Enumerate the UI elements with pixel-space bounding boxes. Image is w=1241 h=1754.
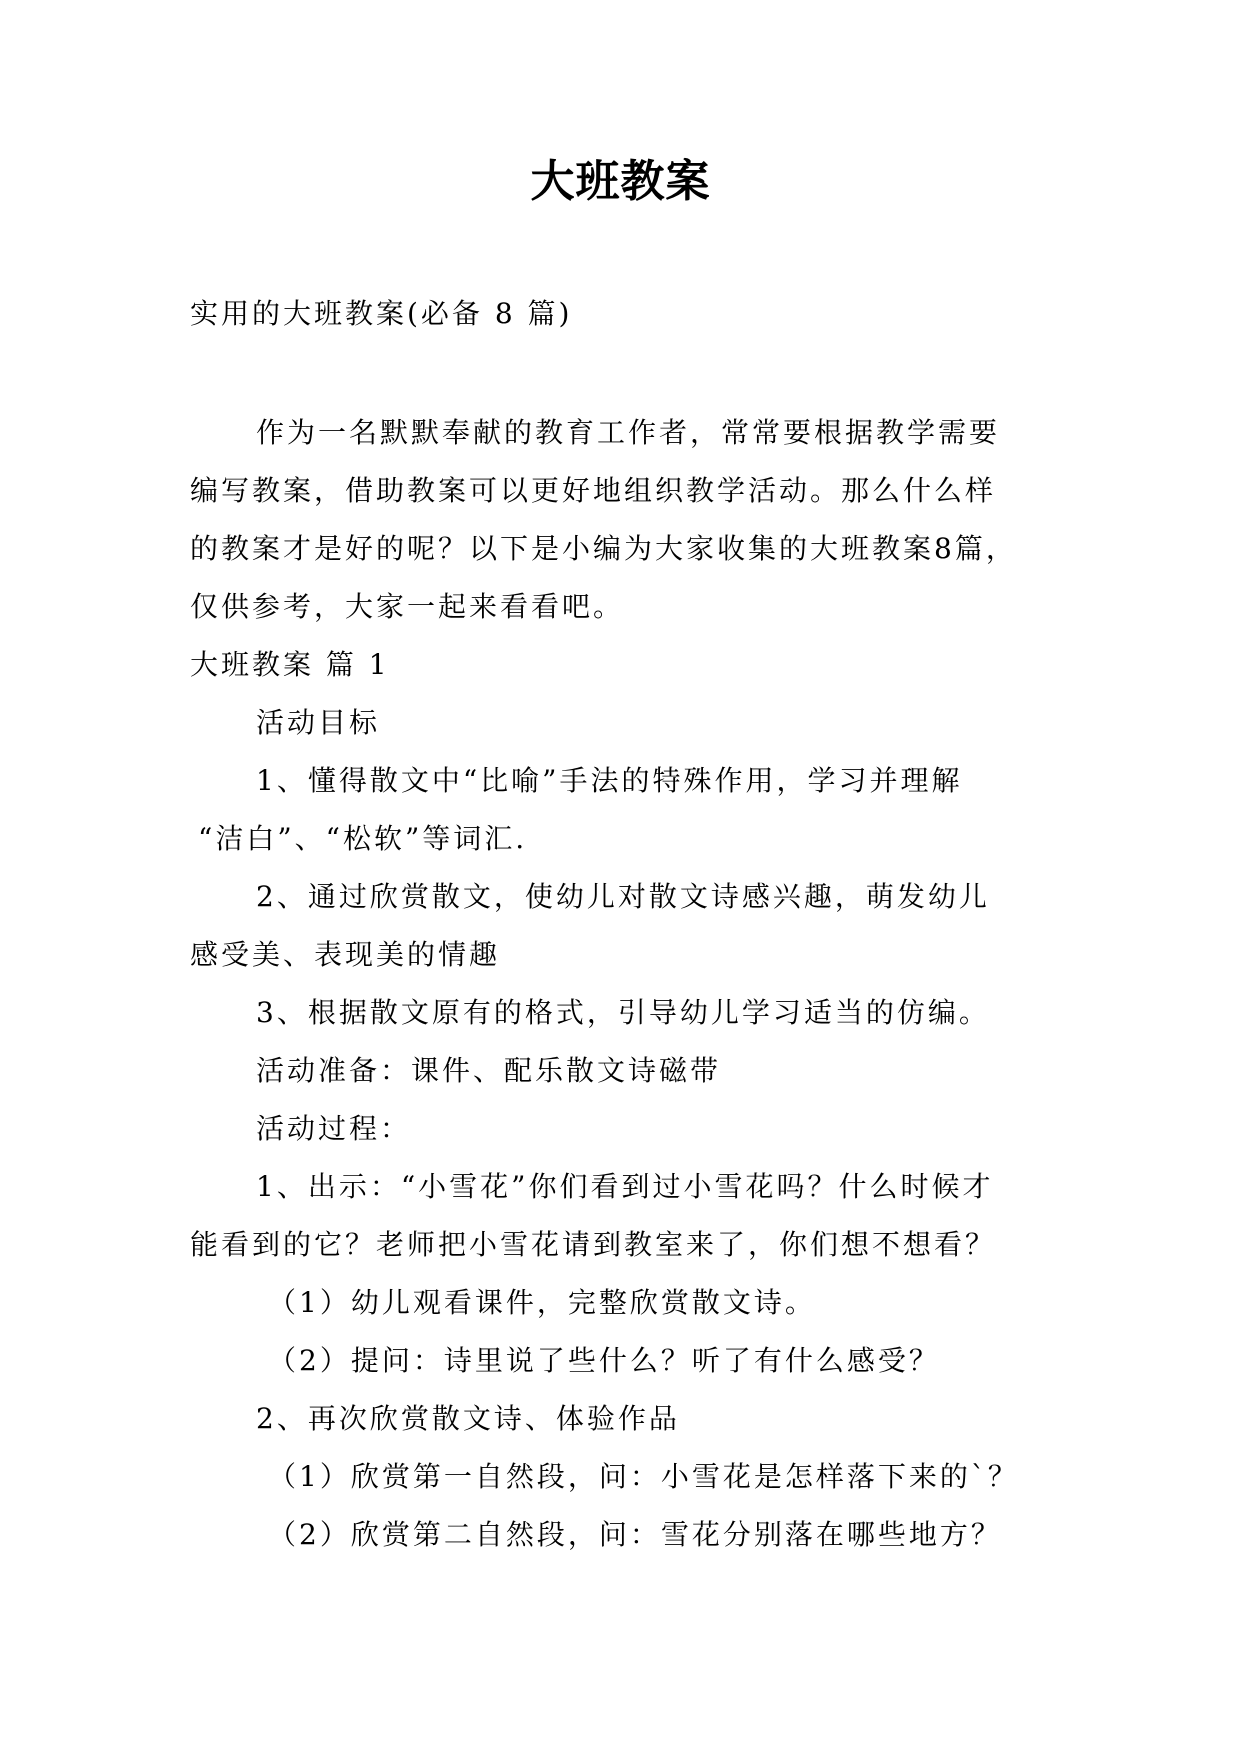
paragraph-line: 1、懂得散文中“比喻”手法的特殊作用，学习并理解 — [256, 764, 963, 797]
document-subtitle: 实用的大班教案(必备 8 篇) — [190, 297, 573, 330]
paragraph-line: 2、通过欣赏散文，使幼儿对散文诗感兴趣，萌发幼儿 — [256, 880, 990, 913]
paragraph-line: 1、出示：“小雪花”你们看到过小雪花吗？什么时候才 — [256, 1170, 994, 1203]
paragraph-line: 的教案才是好的呢？以下是小编为大家收集的大班教案8篇， — [190, 532, 1017, 565]
paragraph-line: 活动准备：课件、配乐散文诗磁带 — [256, 1054, 722, 1087]
paragraph-line: （2）提问：诗里说了些什么？听了有什么感受？ — [268, 1344, 940, 1377]
document-body — [190, 404, 1060, 1564]
paragraph-line: 3、根据散文原有的格式，引导幼儿学习适当的仿编。 — [256, 996, 990, 1029]
paragraph-line: （1）欣赏第一自然段，问：小雪花是怎样落下来的`？ — [268, 1460, 1019, 1493]
paragraph-line: “洁白”、“松软”等词汇. — [198, 822, 528, 855]
paragraph-line: （1）幼儿观看课件，完整欣赏散文诗。 — [268, 1286, 816, 1319]
section-heading: 大班教案 篇 1 — [190, 648, 390, 681]
document-title: 大班教案 — [530, 156, 711, 207]
paragraph-line: 作为一名默默奉献的教育工作者，常常要根据教学需要 — [256, 416, 1001, 449]
paragraph-line: 2、再次欣赏散文诗、体验作品 — [256, 1402, 680, 1435]
paragraph-line: 仅供参考，大家一起来看看吧。 — [190, 590, 625, 623]
paragraph-line: （2）欣赏第二自然段，问：雪花分别落在哪些地方？ — [268, 1518, 1002, 1551]
paragraph-line: 感受美、表现美的情趣 — [190, 938, 501, 971]
paragraph-line: 编写教案，借助教案可以更好地组织教学活动。那么什么样 — [190, 474, 997, 507]
paragraph-line: 活动过程： — [256, 1112, 412, 1145]
paragraph-line: 能看到的它？老师把小雪花请到教室来了，你们想不想看？ — [190, 1228, 997, 1261]
paragraph-line: 活动目标 — [256, 706, 381, 739]
